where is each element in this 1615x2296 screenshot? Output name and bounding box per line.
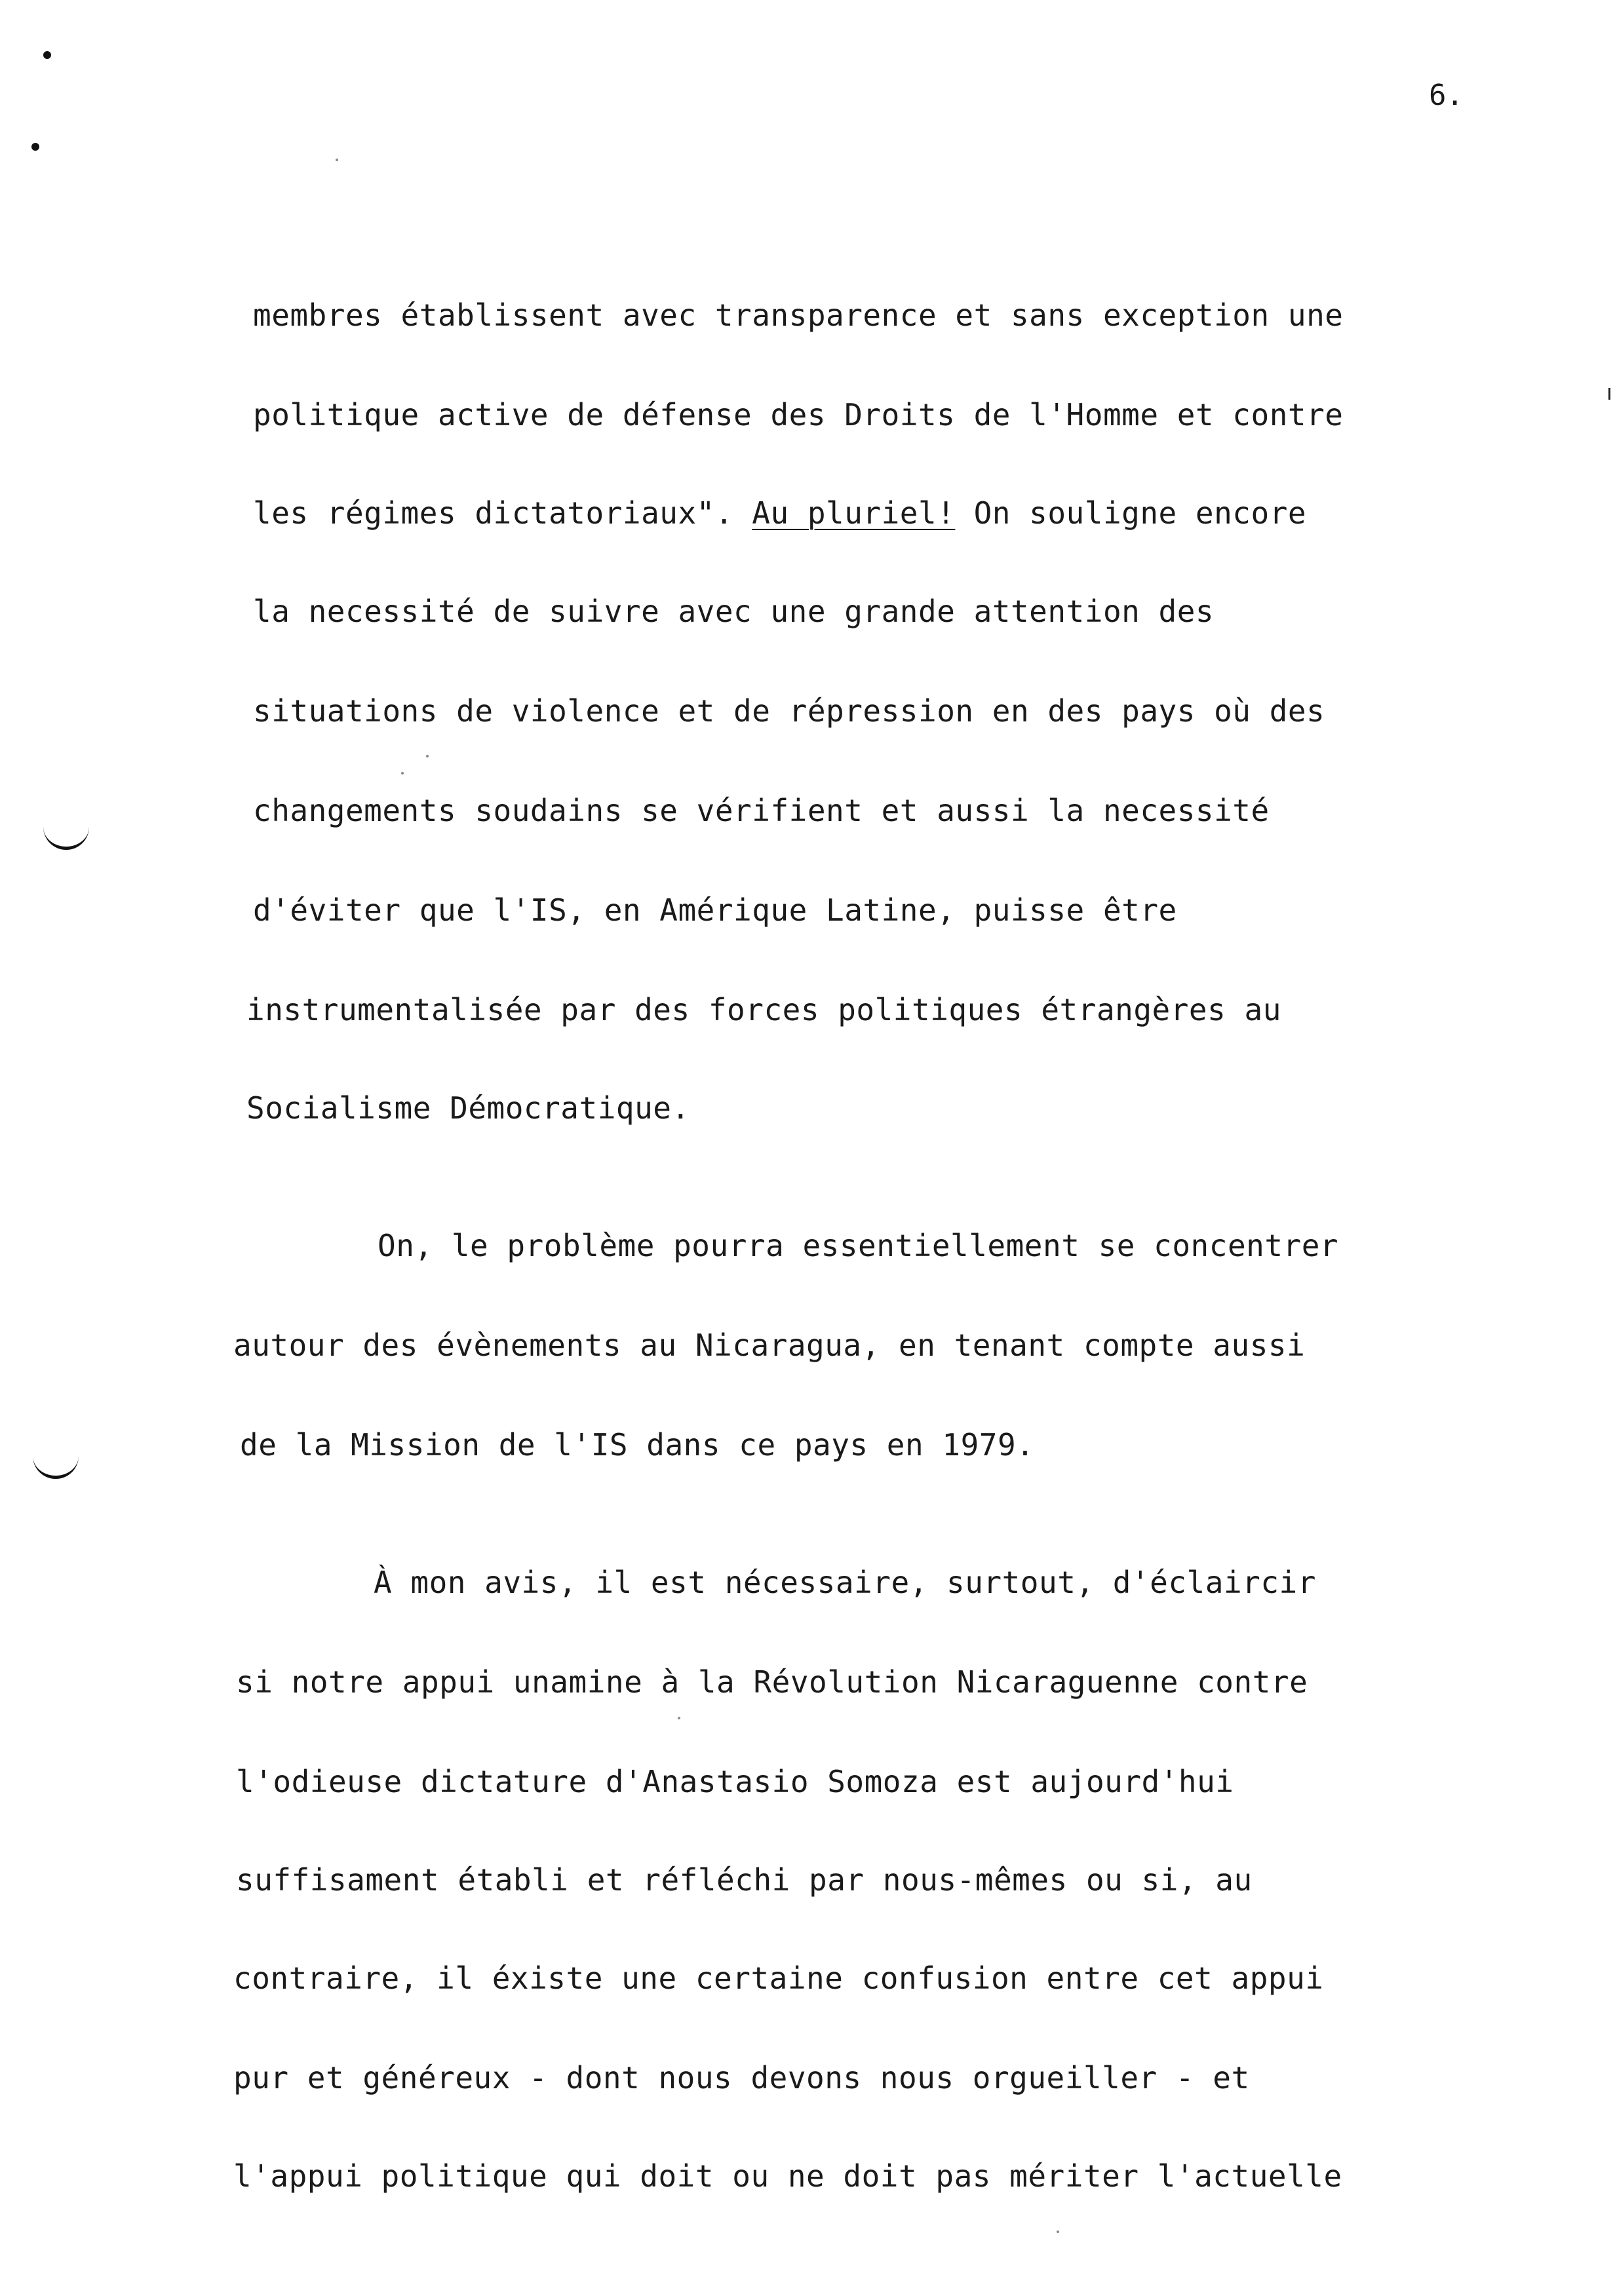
text-line-1: membres établissent avec transparence et sans exception une xyxy=(253,297,1344,333)
text-line-3-end: On souligne encore xyxy=(955,495,1307,531)
text-line-7: d'éviter que l'IS, en Amérique Latine, puisse être xyxy=(253,892,1177,928)
text-line-8: instrumentalisée par des forces politiques étrangères au xyxy=(246,992,1281,1027)
text-line-10: On, le problème pourra essentiellement se concentrer xyxy=(378,1228,1339,1263)
speck-5 xyxy=(1057,2230,1059,2233)
text-line-18: pur et généreux - dont nous devons nous orgueiller - et xyxy=(233,2060,1250,2095)
text-line-11: autour des évènements au Nicaragua, en tenant compte aussi xyxy=(233,1328,1306,1363)
text-line-4: la necessité de suivre avec une grande attention des xyxy=(253,594,1215,629)
page-number: 6. xyxy=(1429,79,1464,112)
text-line-14: si notre appui unamine à la Révolution Nicaraguenne contre xyxy=(236,1664,1308,1700)
text-line-6: changements soudains se vérifient et aussi la necessité xyxy=(253,793,1270,828)
text-line-5: situations de violence et de répression en des pays où des xyxy=(253,693,1325,729)
text-line-12: de la Mission de l'IS dans ce pays en 1979. xyxy=(240,1427,1035,1463)
text-line-3 xyxy=(253,495,1306,531)
text-line-13: À mon avis, il est nécessaire, surtout, d'éclaircir xyxy=(374,1565,1316,1600)
text-line-3-start: les régimes dictatoriaux". xyxy=(253,495,752,531)
speck-3 xyxy=(401,772,404,775)
speck-1 xyxy=(336,159,338,161)
staple-mark-upper xyxy=(43,827,89,850)
text-line-9: Socialisme Démocratique. xyxy=(246,1090,690,1126)
underlined-phrase: Au pluriel! xyxy=(752,495,956,531)
speck-2 xyxy=(426,755,429,757)
punch-hole-second xyxy=(31,143,39,151)
text-line-15: l'odieuse dictature d'Anastasio Somoza est aujourd'hui xyxy=(236,1764,1234,1799)
text-line-19: l'appui politique qui doit ou ne doit pas mériter l'actuelle xyxy=(233,2158,1342,2194)
punch-hole-top xyxy=(43,51,51,59)
margin-tick xyxy=(1608,388,1610,400)
text-line-17: contraire, il éxiste une certaine confusion entre cet appui xyxy=(233,1961,1324,1996)
text-line-16: suffisament établi et réfléchi par nous-mêmes ou si, au xyxy=(236,1862,1253,1898)
staple-mark-lower xyxy=(33,1456,79,1479)
speck-4 xyxy=(678,1717,680,1719)
text-line-2: politique active de défense des Droits de l'Homme et contre xyxy=(253,397,1344,432)
